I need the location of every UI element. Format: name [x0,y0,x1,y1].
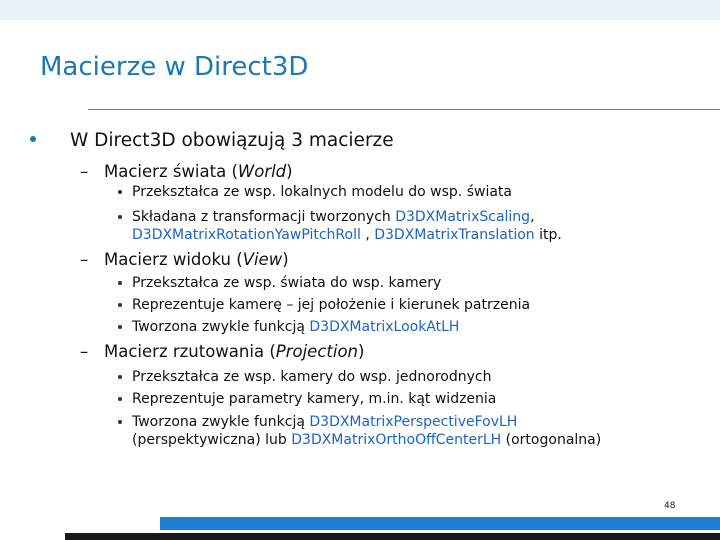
list-item [118,318,459,336]
section-projection-heading [80,342,364,361]
bullet-dot-icon [118,281,122,285]
footer-black-bar [65,533,720,540]
main-point [30,130,394,151]
section-label: Macierz widoku ( [104,250,243,269]
section-term: World [237,162,287,181]
function-name: D3DXMatrixPerspectiveFovLH [309,414,518,430]
list-item-text: Reprezentuje parametry kamery, m.in. kąt widzenia [132,391,497,407]
list-item-text: Tworzona zwykle funkcją [132,319,310,335]
section-world-heading [80,162,293,181]
list-item-text: Przekształca ze wsp. lokalnych modelu do wsp. świata [132,184,512,200]
bullet-dot-icon [118,303,122,307]
function-name: D3DXMatrixScaling [395,209,531,225]
section-suffix: ) [282,250,289,269]
bullet-dot-icon [118,397,122,401]
list-item-text: Tworzona zwykle funkcją [132,414,310,430]
dash-marker: – [80,342,89,361]
list-item-text: (perspektywiczna) lub [132,432,292,448]
top-band [0,0,720,20]
list-item-text: (ortogonalna) [501,432,602,448]
list-item-text: itp. [534,227,562,243]
section-view-heading [80,250,289,269]
list-item-text: , [530,209,535,225]
bullet-dot-icon [118,325,122,329]
dash-marker: – [80,250,89,269]
section-term: View [242,250,283,269]
function-name: D3DXMatrixOrthoOffCenterLH [291,432,502,448]
bullet-dot-icon [118,215,122,219]
list-item [118,208,562,244]
list-item [118,390,496,408]
section-suffix: ) [358,342,365,361]
list-item [118,183,512,201]
section-term: Projection [275,342,359,361]
dash-marker: – [80,162,89,181]
bullet-icon [30,136,36,142]
section-label: Macierz rzutowania ( [104,342,276,361]
list-item-text: Przekształca ze wsp. świata do wsp. kamery [132,275,442,291]
list-item [118,296,530,314]
title-divider [88,109,720,110]
list-item [118,413,601,449]
list-item-text: Składana z transformacji tworzonych [132,209,396,225]
slide-title: Macierze w Direct3D [40,52,309,82]
function-name: D3DXMatrixLookAtLH [309,319,460,335]
bullet-dot-icon [118,375,122,379]
list-item-text: , [360,227,375,243]
list-item [118,368,491,386]
footer-blue-bar [160,517,720,530]
function-name: D3DXMatrixRotationYawPitchRoll [132,227,361,243]
list-item-text: Reprezentuje kamerę – jej położenie i kierunek patrzenia [132,297,531,313]
function-name: D3DXMatrixTranslation [374,227,535,243]
list-item-text: Przekształca ze wsp. kamery do wsp. jednorodnych [132,369,492,385]
bullet-dot-icon [118,420,122,424]
bullet-dot-icon [118,190,122,194]
list-item [118,274,441,292]
page-number: 48 [664,501,676,511]
section-suffix: ) [286,162,293,181]
section-label: Macierz świata ( [104,162,238,181]
main-point-text: W Direct3D obowiązują 3 macierze [70,130,394,151]
